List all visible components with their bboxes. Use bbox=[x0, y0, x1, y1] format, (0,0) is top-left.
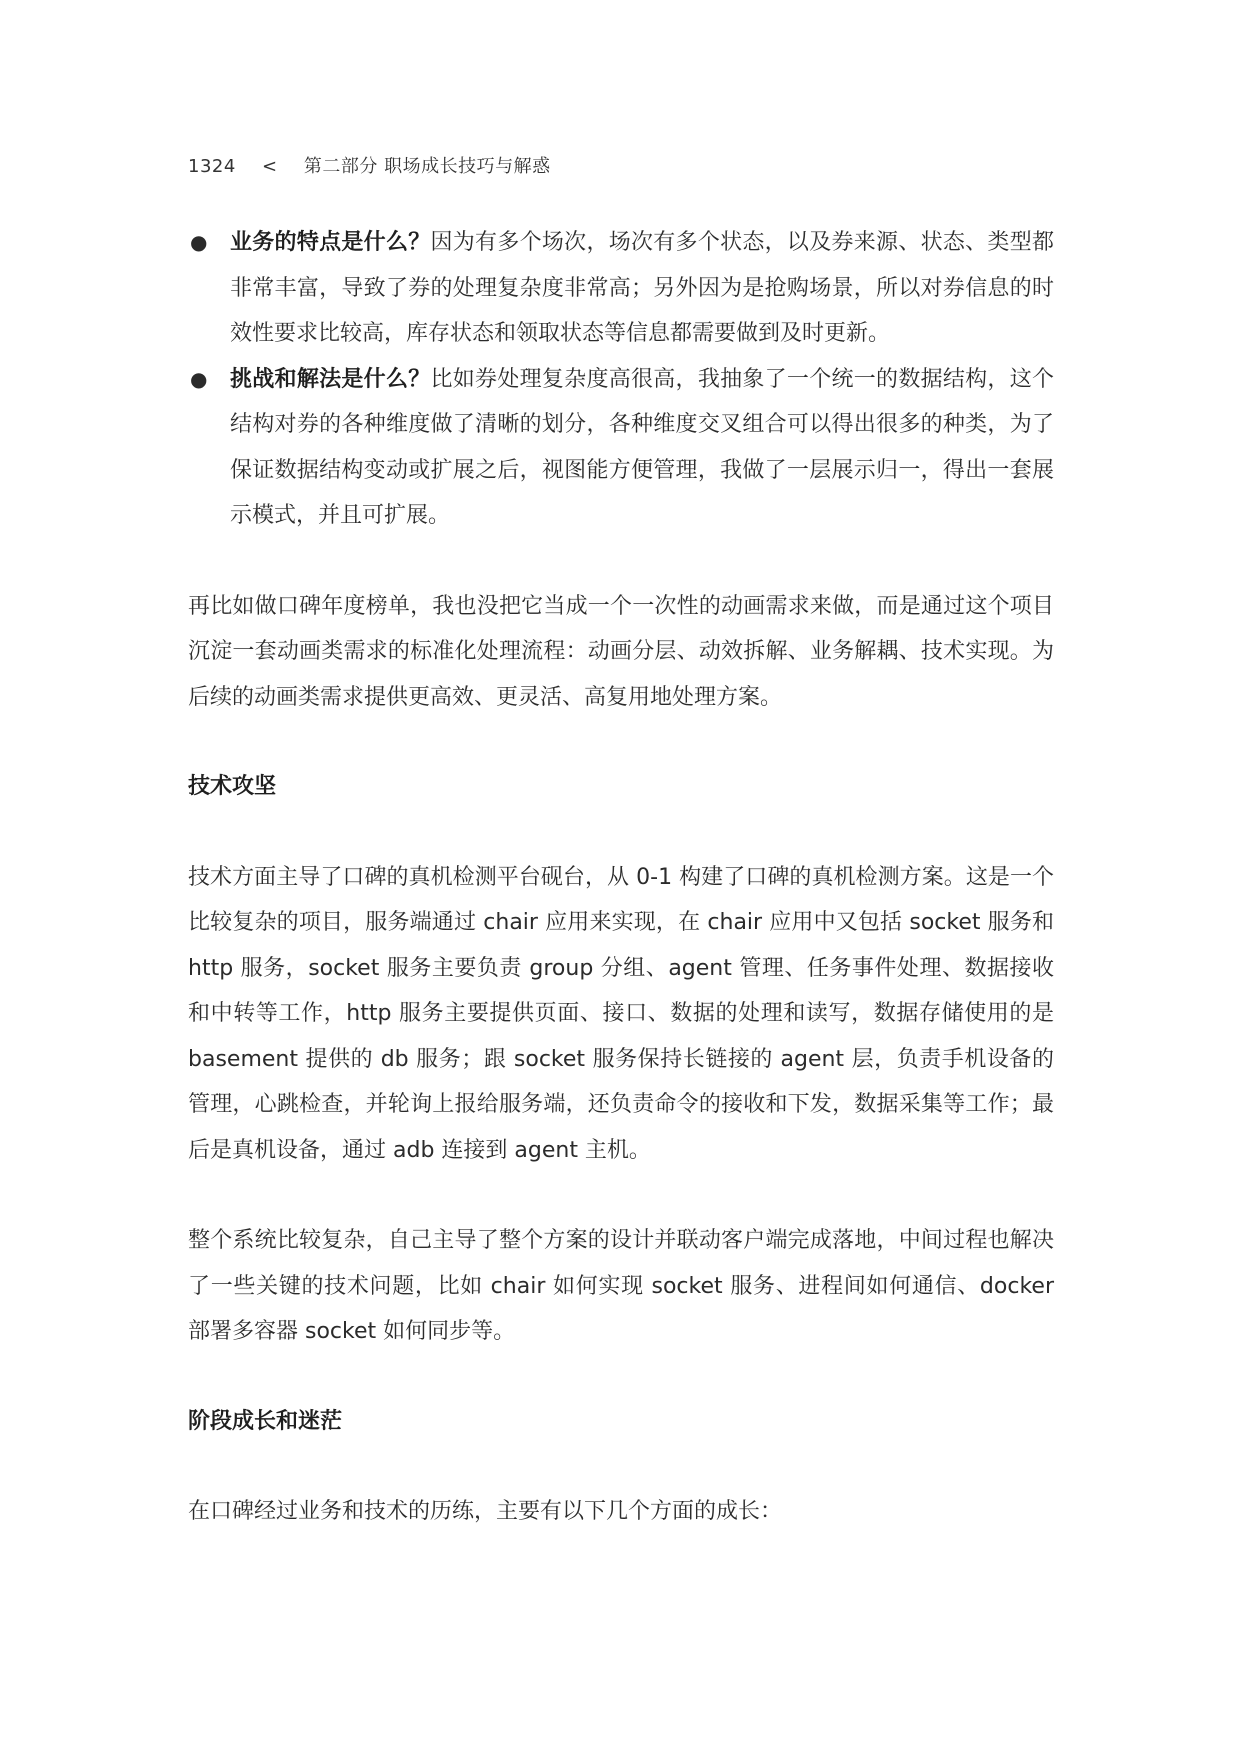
page-body bbox=[188, 220, 1054, 1535]
list-item bbox=[188, 220, 1054, 357]
paragraph: 整个系统比较复杂，自己主导了整个方案的设计并联动客户端完成落地，中间过程也解决了一些关键的技术问题，比如 chair 如何实现 socket 服务、进程间如何通信、docker 部署多容器 socket 如何同步等。 bbox=[188, 1228, 1054, 1344]
bullet-dot-icon: ● bbox=[190, 366, 208, 391]
bullet-lead: 业务的特点是什么？ bbox=[230, 230, 431, 255]
running-header bbox=[188, 152, 551, 178]
list-item bbox=[188, 357, 1054, 539]
bullet-text: 因为有多个场次，场次有多个状态，以及券来源、状态、类型都非常丰富，导致了券的处理复杂度非常高；另外因为是抢购场景，所以对券信息的时效性要求比较高，库存状态和领取状态等信息都需要做到及时更新。 bbox=[230, 230, 1054, 346]
section-title: 第二部分 职场成长技巧与解惑 bbox=[303, 156, 551, 177]
paragraph: 在口碑经过业务和技术的历练，主要有以下几个方面的成长： bbox=[188, 1499, 783, 1524]
chevron-left-icon: < bbox=[262, 156, 278, 177]
bullet-dot-icon: ● bbox=[190, 230, 208, 254]
bullet-list bbox=[188, 220, 1054, 539]
section-heading: 阶段成长和迷茫 bbox=[188, 1408, 343, 1434]
bullet-lead: 挑战和解法是什么？ bbox=[230, 366, 431, 392]
paragraph: 再比如做口碑年度榜单，我也没把它当成一个一次性的动画需求来做，而是通过这个项目沉淀一套动画类需求的标准化处理流程：动画分层、动效拆解、业务解耦、技术实现。为后续的动画类需求提供更高效、更灵活、高复用地处理方案。 bbox=[188, 593, 1054, 710]
section-heading: 技术攻坚 bbox=[188, 774, 277, 799]
page-number: 1324 bbox=[188, 156, 236, 177]
paragraph: 技术方面主导了口碑的真机检测平台砚台，从 0-1 构建了口碑的真机检测方案。这是一个比较复杂的项目，服务端通过 chair 应用来实现，在 chair 应用中又包括 socket 服务和 http 服务，socket 服务主要负责 group 分组、agent 管理、任务事件处理、数据接收和中转等工作，http 服务主要提供页面、接口、数据的处理和读写，数据存储使用的是 basement 提供的 db 服务；跟 socket 服务保持长链接的 agent 层，负责手机设备的管理，心跳检查，并轮询上报给服务端，还负责命令的接收和下发，数据采集等工作；最后是真机设备，通过 adb 连接到 agent 主机。 bbox=[188, 864, 1054, 1163]
bullet-text: 比如券处理复杂度高很高，我抽象了一个统一的数据结构，这个结构对券的各种维度做了清晰的划分，各种维度交叉组合可以得出很多的种类，为了保证数据结构变动或扩展之后，视图能方便管理，我做了一层展示归一，得出一套展示模式，并且可扩展。 bbox=[230, 366, 1054, 528]
